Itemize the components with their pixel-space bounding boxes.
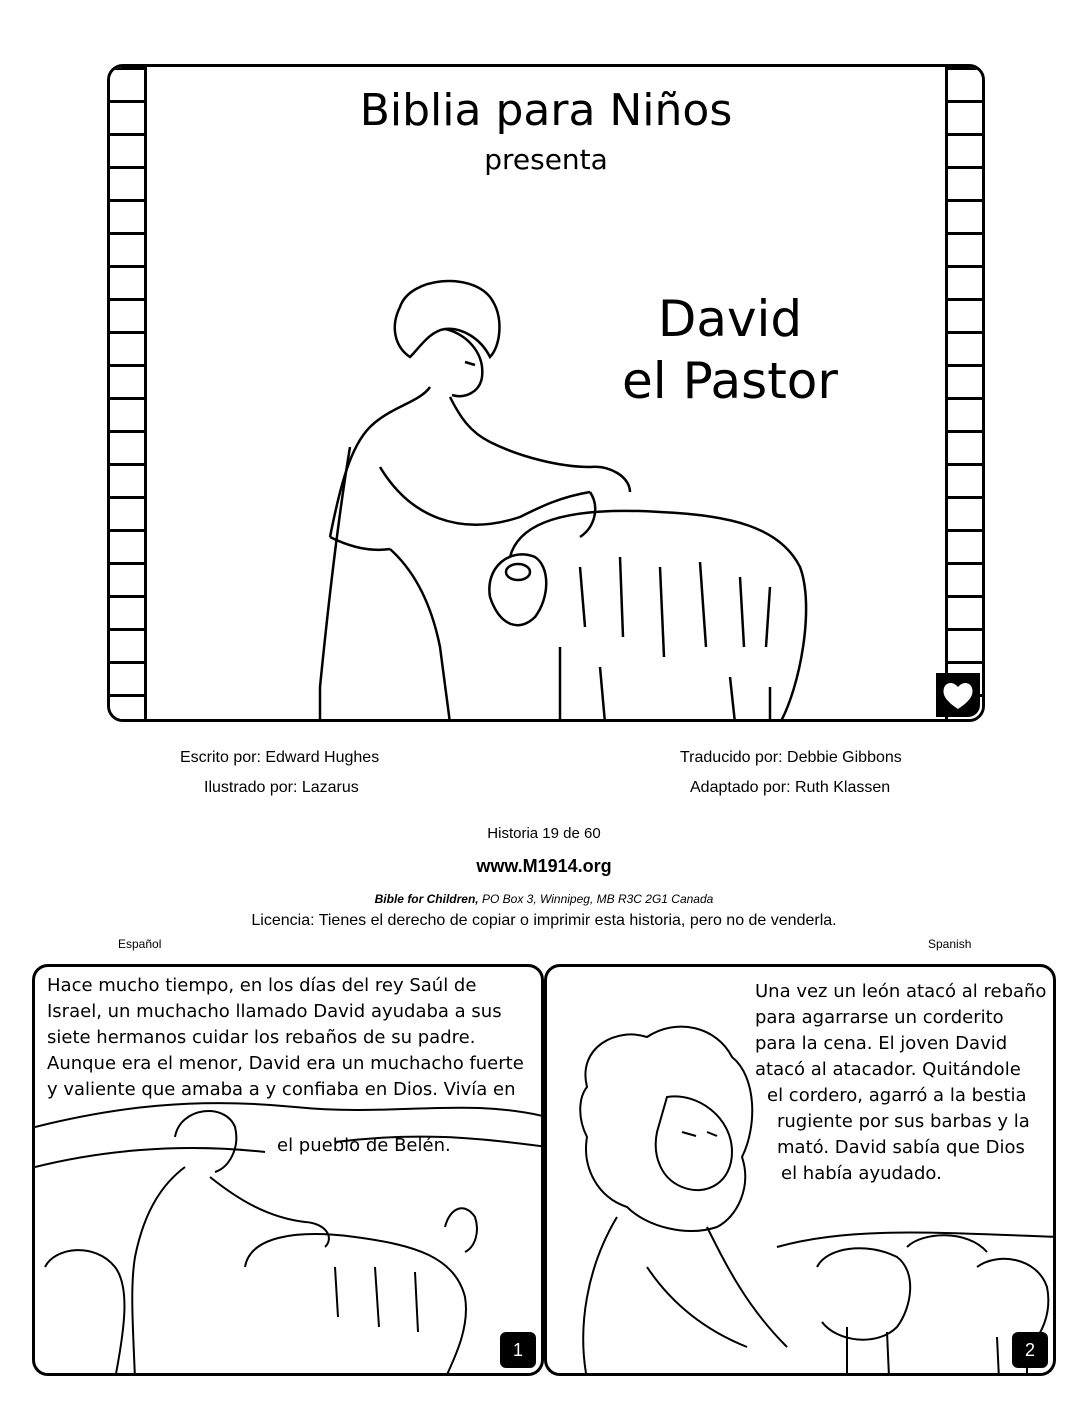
panel1-line: y valiente que amaba a y confiaba en Dios. Vivía en <box>47 1079 516 1100</box>
panel2-line: el había ayudado. <box>781 1163 942 1184</box>
panel1-text <box>47 973 542 1103</box>
panel2-line: atacó al atacador. Quitándole <box>755 1059 1021 1080</box>
heart-logo <box>936 673 980 717</box>
panel1-last-line: el pueblo de Belén. <box>277 1135 451 1156</box>
panel2-line: rugiente por sus barbas y la <box>777 1111 1030 1132</box>
series-title: Biblia para Niños <box>359 85 733 136</box>
illustrated-by: Ilustrado por: Lazarus <box>204 779 359 796</box>
language-right: Spanish <box>928 937 972 951</box>
panel1-line: Aunque era el menor, David era un muchacho fuerte <box>47 1053 524 1074</box>
story-panel-2 <box>544 964 1056 1376</box>
heart-icon <box>936 673 980 717</box>
adapted-by: Adaptado por: Ruth Klassen <box>690 779 891 796</box>
address-rest: PO Box 3, Winnipeg, MB R3C 2G1 Canada <box>478 892 714 906</box>
panel1-line: siete hermanos cuidar los rebaños de su padre. <box>47 1027 476 1048</box>
cover-frame <box>107 64 985 722</box>
written-by: Escrito por: Edward Hughes <box>180 749 380 766</box>
website-link[interactable]: www.M1914.org <box>476 856 612 876</box>
translated-by: Traducido por: Debbie Gibbons <box>680 749 902 766</box>
story-title-line2: el Pastor <box>622 352 838 410</box>
address-line <box>0 892 1088 906</box>
panel2-line: el cordero, agarró a la bestia <box>767 1085 1027 1106</box>
page-number-2: 2 <box>1012 1332 1048 1368</box>
language-left: Español <box>118 937 162 951</box>
story-title-line1: David <box>657 290 803 348</box>
panel2-text <box>755 979 1055 1187</box>
panel2-line: Una vez un león atacó al rebaño <box>755 981 1047 1002</box>
panel2-line: para la cena. El joven David <box>755 1033 1008 1054</box>
page-number-1: 1 <box>500 1332 536 1368</box>
org-name: Bible for Children, <box>374 892 479 906</box>
panel2-line: mató. David sabía que Dios <box>777 1137 1025 1158</box>
panel2-line: para agarrarse un corderito <box>755 1007 1004 1028</box>
panel1-line: Hace mucho tiempo, en los días del rey Saúl de <box>47 975 477 996</box>
panel1-line: Israel, un muchacho llamado David ayudaba a sus <box>47 1001 502 1022</box>
story-panel-1 <box>32 964 544 1376</box>
license-text: Licencia: Tienes el derecho de copiar o imprimir esta historia, pero no de venderla. <box>251 912 837 929</box>
story-number: Historia 19 de 60 <box>487 825 601 842</box>
cover-illustration <box>260 267 820 722</box>
presents-label: presenta <box>484 143 608 176</box>
